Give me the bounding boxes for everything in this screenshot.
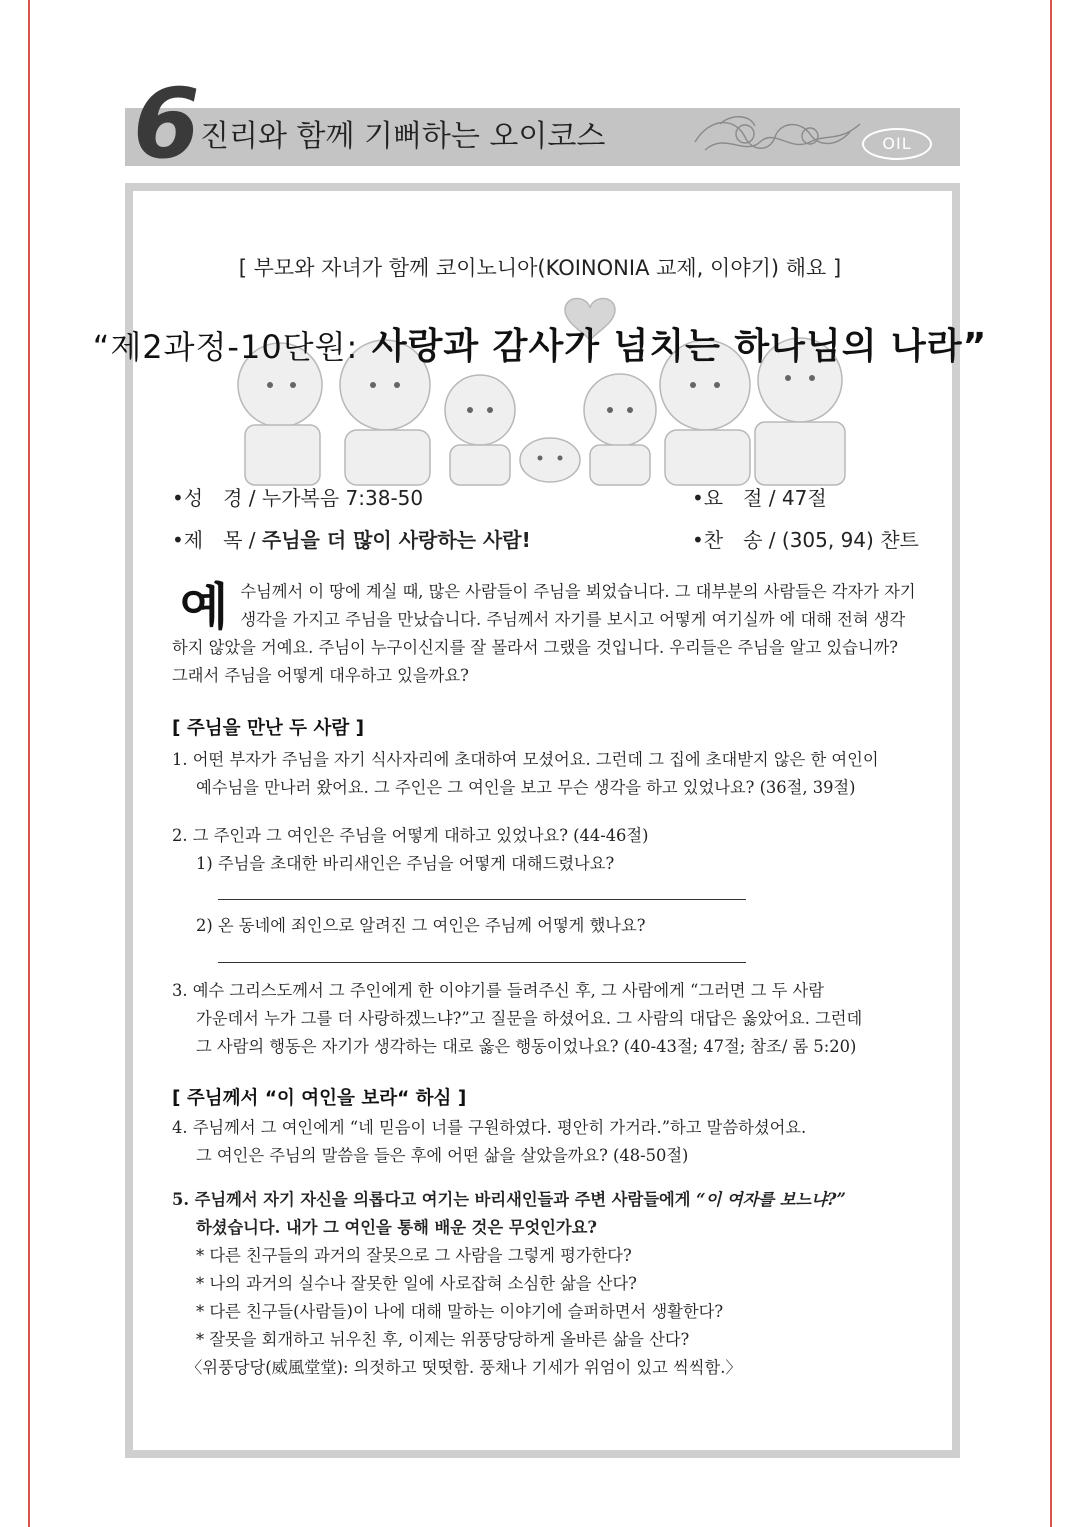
swirl-ornament-icon: [690, 112, 865, 162]
chapter-number: 6: [133, 68, 200, 180]
lesson-subject: [172, 524, 531, 553]
koinonia-heading: [ 부모와 자녀가 함께 코이노니아(KOINONIA 교제, 이야기) 해요 ]: [238, 256, 842, 280]
lesson-title-prefix: “제2과정-10단원:: [92, 328, 359, 366]
option-item: * 잘못을 회개하고 뉘우친 후, 이제는 위풍당당하게 올바른 삶을 산다?: [196, 1330, 690, 1349]
intro-paragraph: [172, 578, 917, 690]
option-item: * 나의 과거의 실수나 잘못한 일에 사로잡혀 소심한 삶을 산다?: [196, 1274, 637, 1293]
question-1-line-1: 1. 어떤 부자가 주님을 자기 식사자리에 초대하여 모셨어요. 그런데 그 집에 초대받지 않은 한 여인이: [172, 750, 879, 769]
question-2-1: 1) 주님을 초대한 바리새인은 주님을 어떻게 대해드렸나요?: [196, 854, 615, 873]
oil-badge: OIL: [862, 128, 932, 160]
question-3: [172, 977, 917, 1061]
question-5: [172, 1186, 917, 1382]
question-4: [172, 1114, 917, 1170]
question-5-line-1: 5. 주님께서 자기 자신을 의롭다고 여기는 바리새인들과 주변 사람들에게: [172, 1190, 697, 1209]
question-3-line-2: 가운데서 누가 그를 더 사랑하겠느냐?”고 질문을 하셨어요. 그 사람의 대답은 옳았어요. 그런데: [196, 1009, 863, 1028]
question-5-quote: “이 여자를 보느냐?”: [696, 1190, 846, 1209]
subject-label: •제 목 /: [172, 528, 262, 552]
intro-text: 수님께서 이 땅에 계실 때, 많은 사람들이 주님을 뵈었습니다. 그 대부분의 사람들은 각자가 자기 생각을 가지고 주님을 만났습니다. 주님께서 자기를 보시고 어떻게 여기실까 에 대해 전혀 생각하지 않았을 거예요. 주님이 누구이신지를 잘 몰라서 그랬을 것입니다. 우리들은 주님을 알고 있습니까? 그래서 주님을 어떻게 대우하고 있을까요?: [172, 582, 916, 685]
lesson-title: [0, 318, 1080, 369]
section-heading-see-woman: [ 주님께서 “이 여인을 보라“ 하심 ]: [172, 1088, 467, 1109]
question-1-line-2: 예수님을 만나러 왔어요. 그 주인은 그 여인을 보고 무슨 생각을 하고 있었나요? (36절, 39절): [196, 778, 856, 797]
answer-line-1: [218, 899, 746, 900]
header-title: 진리와 함께 기뻐하는 오이코스: [200, 119, 606, 154]
definition-note: 〈위풍당당(威風堂堂): 의젓하고 떳떳함. 풍채나 기세가 위엄이 있고 씩씩함.〉: [186, 1358, 742, 1377]
section-heading-two-people: [ 주님을 만난 두 사람 ]: [172, 718, 365, 739]
question-2-text: 2. 그 주인과 그 여인은 주님을 어떻게 대하고 있었나요? (44-46절): [172, 826, 649, 845]
question-2-2: 2) 온 동네에 죄인으로 알려진 그 여인은 주님께 어떻게 했나요?: [196, 916, 646, 935]
lesson-title-main: 사랑과 감사가 넘치는 하나님의 나라”: [358, 326, 988, 367]
answer-line-2: [218, 962, 746, 963]
question-2: [172, 822, 917, 878]
question-2-2-block: [172, 912, 917, 940]
question-5-line-2: 하셨습니다. 내가 그 여인을 통해 배운 것은 무엇인가요?: [196, 1218, 597, 1237]
question-4-line-2: 그 여인은 주님의 말씀을 들은 후에 어떤 삶을 살았을까요? (48-50절): [196, 1146, 689, 1165]
option-item: * 다른 친구들의 과거의 잘못으로 그 사람을 그렇게 평가한다?: [196, 1246, 632, 1265]
question-3-line-3: 그 사람의 행동은 자기가 생각하는 대로 옳은 행동이었나요? (40-43절; 47절; 참조/ 롬 5:20): [196, 1037, 857, 1056]
scripture-reference: •성 경 / 누가복음 7:38-50: [172, 486, 424, 510]
question-3-line-1: 3. 예수 그리스도께서 그 주인에게 한 이야기를 들려주신 후, 그 사람에게 “그러면 그 두 사람: [172, 981, 824, 1000]
subject-text: 주님을 더 많이 사랑하는 사람!: [261, 528, 531, 552]
hymn-reference: •찬 송 / (305, 94) 챤트: [692, 528, 919, 552]
option-item: * 다른 친구들(사람들)이 나에 대해 말하는 이야기에 슬퍼하면서 생활한다?: [196, 1302, 724, 1321]
question-1: [172, 746, 917, 802]
drop-cap: 예: [180, 578, 229, 636]
question-4-line-1: 4. 주님께서 그 여인에게 “네 믿음이 너를 구원하였다. 평안히 가거라.”하고 말씀하셨어요.: [172, 1118, 807, 1137]
memory-verse: •요 절 / 47절: [692, 486, 827, 510]
